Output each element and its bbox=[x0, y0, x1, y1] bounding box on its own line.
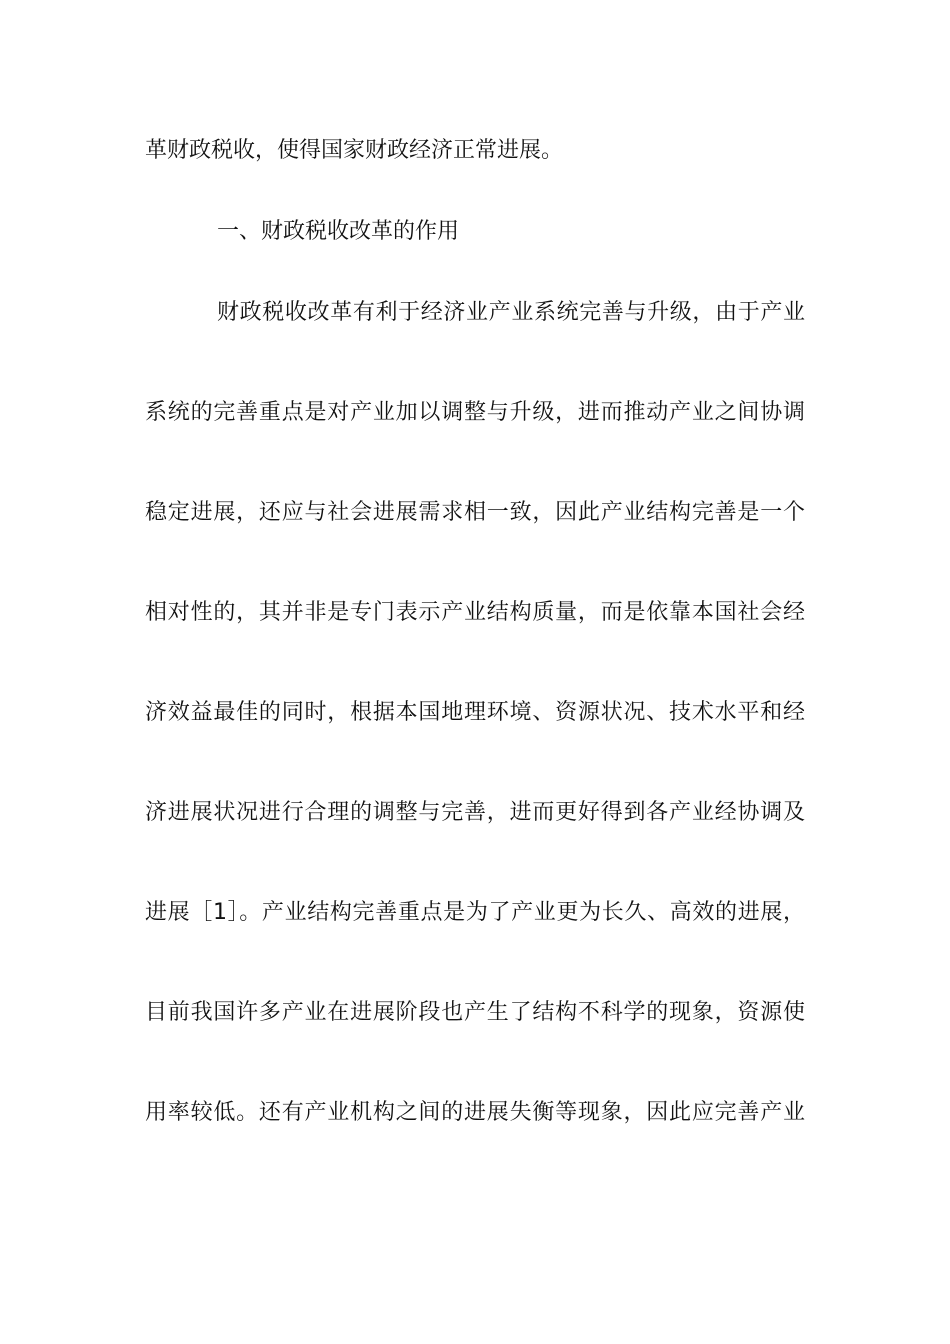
paragraph-line: 目前我国许多产业在进展阶段也产生了结构不科学的现象，资源使 bbox=[145, 1000, 805, 1025]
paragraph-line: 稳定进展，还应与社会进展需求相一致，因此产业结构完善是一个 bbox=[145, 500, 805, 525]
section-heading: 一、财政税收改革的作用 bbox=[217, 219, 460, 244]
paragraph-line: 用率较低。还有产业机构之间的进展失衡等现象，因此应完善产业 bbox=[145, 1100, 805, 1125]
paragraph-line: 济效益最佳的同时，根据本国地理环境、资源状况、技术水平和经 bbox=[145, 700, 805, 725]
paragraph-line: 进展［1］。产业结构完善重点是为了产业更为长久、高效的进展， bbox=[145, 900, 805, 925]
paragraph-line: 济进展状况进行合理的调整与完善，进而更好得到各产业经协调及 bbox=[145, 800, 805, 825]
paragraph-continuation-line: 革财政税收，使得国家财政经济正常进展。 bbox=[145, 138, 564, 163]
paragraph-line: 相对性的，其并非是专门表示产业结构质量，而是依靠本国社会经 bbox=[145, 600, 805, 625]
paragraph-line: 系统的完善重点是对产业加以调整与升级，进而推动产业之间协调 bbox=[145, 400, 805, 425]
paragraph-line: 财政税收改革有利于经济业产业系统完善与升级，由于产业 bbox=[217, 300, 805, 325]
